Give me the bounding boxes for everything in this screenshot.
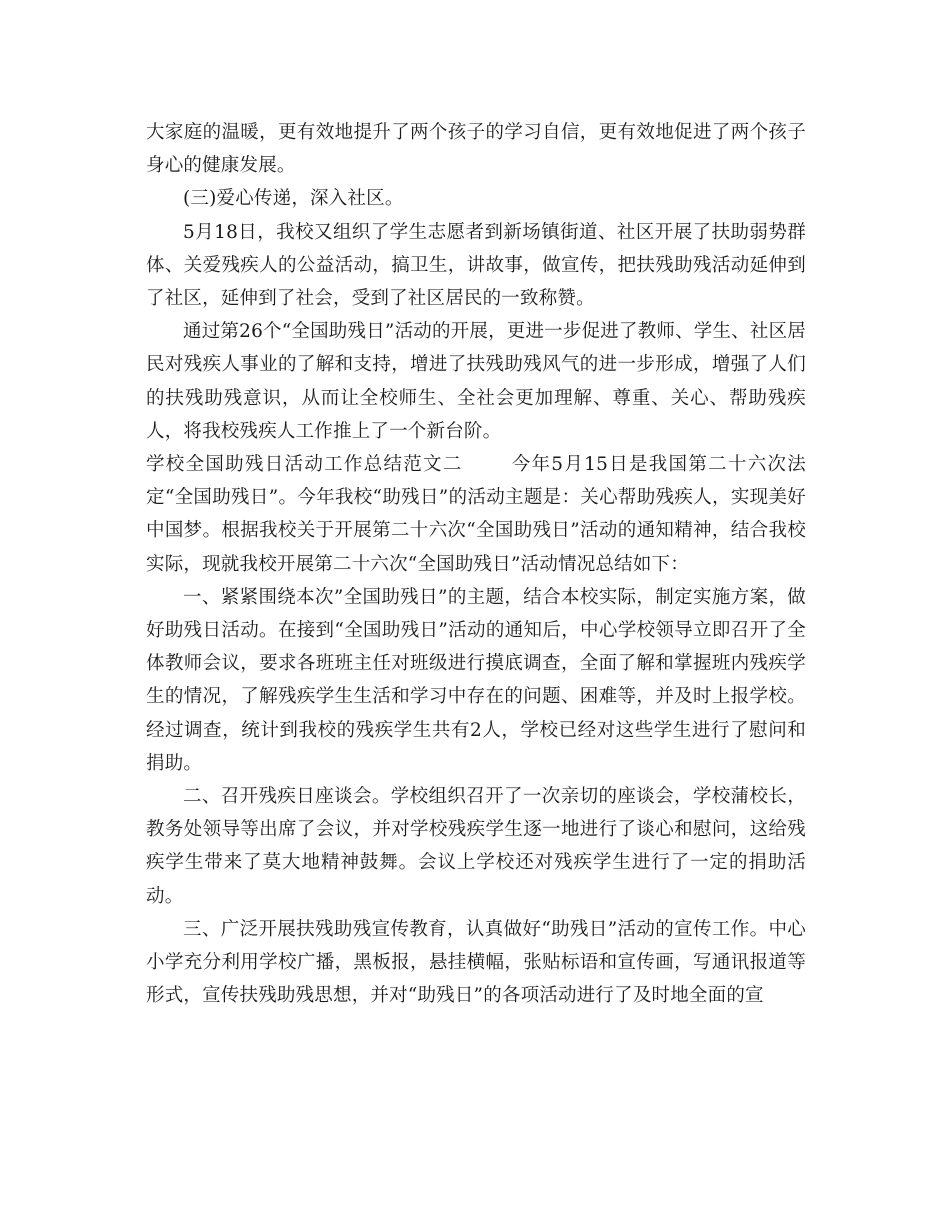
document-body [146,116,806,1012]
paragraph: 三、广泛开展扶残助残宣传教育，认真做好“助残日”活动的宣传工作。中心小学充分利用学校广播，黑板报，悬挂横幅，张贴标语和宣传画，写通讯报道等形式，宣传扶残助残思想，并对“助残日”的各项活动进行了及时地全面的宣 [146,918,806,1007]
paragraph: 二、召开残疾日座谈会。学校组织召开了一次亲切的座谈会，学校蒲校长，教务处领导等出席了会议，并对学校残疾学生逐一地进行了谈心和慰问，这给残疾学生带来了莫大地精神鼓舞。会议上学校还对残疾学生进行了一定的捐助活动。 [146,786,806,907]
section-title: 学校全国助残日活动工作总结范文二 [146,454,463,476]
section-lead-text: 今年5月15日是我国第二十六次法定“全国助残日”。今年我校“助残日”的活动主题是：关心帮助残疾人，实现美好中国梦。根据我校关于开展第二十六次“全国助残日”活动的通知精神，结合我校实际，现就我校开展第二十六次“全国助残日”活动情况总结如下： [146,454,806,575]
paragraph: 一、紧紧围绕本次”全国助残日”的主题，结合本校实际，制定实施方案，做好助残日活动。在接到“全国助残日”活动的通知后，中心学校领导立即召开了全体教师会议，要求各班班主任对班级进行摸底调查，全面了解和掌握班内残疾学生的情况，了解残疾学生生活和学习中存在的问题、困难等，并及时上报学校。经过调查，统计到我校的残疾学生共有2人，学校已经对这些学生进行了慰问和捐助。 [146,586,806,774]
section-heading-paragraph [146,448,806,581]
paragraph: 通过第26个“全国助残日”活动的开展，更进一步促进了教师、学生、社区居民对残疾人事业的了解和支持，增进了扶残助残风气的进一步形成，增强了人们的扶残助残意识，从而让全校师生、全社会更加理解、尊重、关心、帮助残疾人，将我校残疾人工作推上了一个新台阶。 [146,321,806,442]
paragraph: 大家庭的温暖，更有效地提升了两个孩子的学习自信，更有效地促进了两个孩子身心的健康发展。 [146,122,806,177]
paragraph-subheading: (三)爱心传递，深入社区。 [183,188,404,210]
paragraph: 5月18日，我校又组织了学生志愿者到新场镇街道、社区开展了扶助弱势群体、关爱残疾人的公益活动，搞卫生，讲故事，做宣传，把扶残助残活动延伸到了社区，延伸到了社会，受到了社区居民的一致称赞。 [146,221,806,310]
